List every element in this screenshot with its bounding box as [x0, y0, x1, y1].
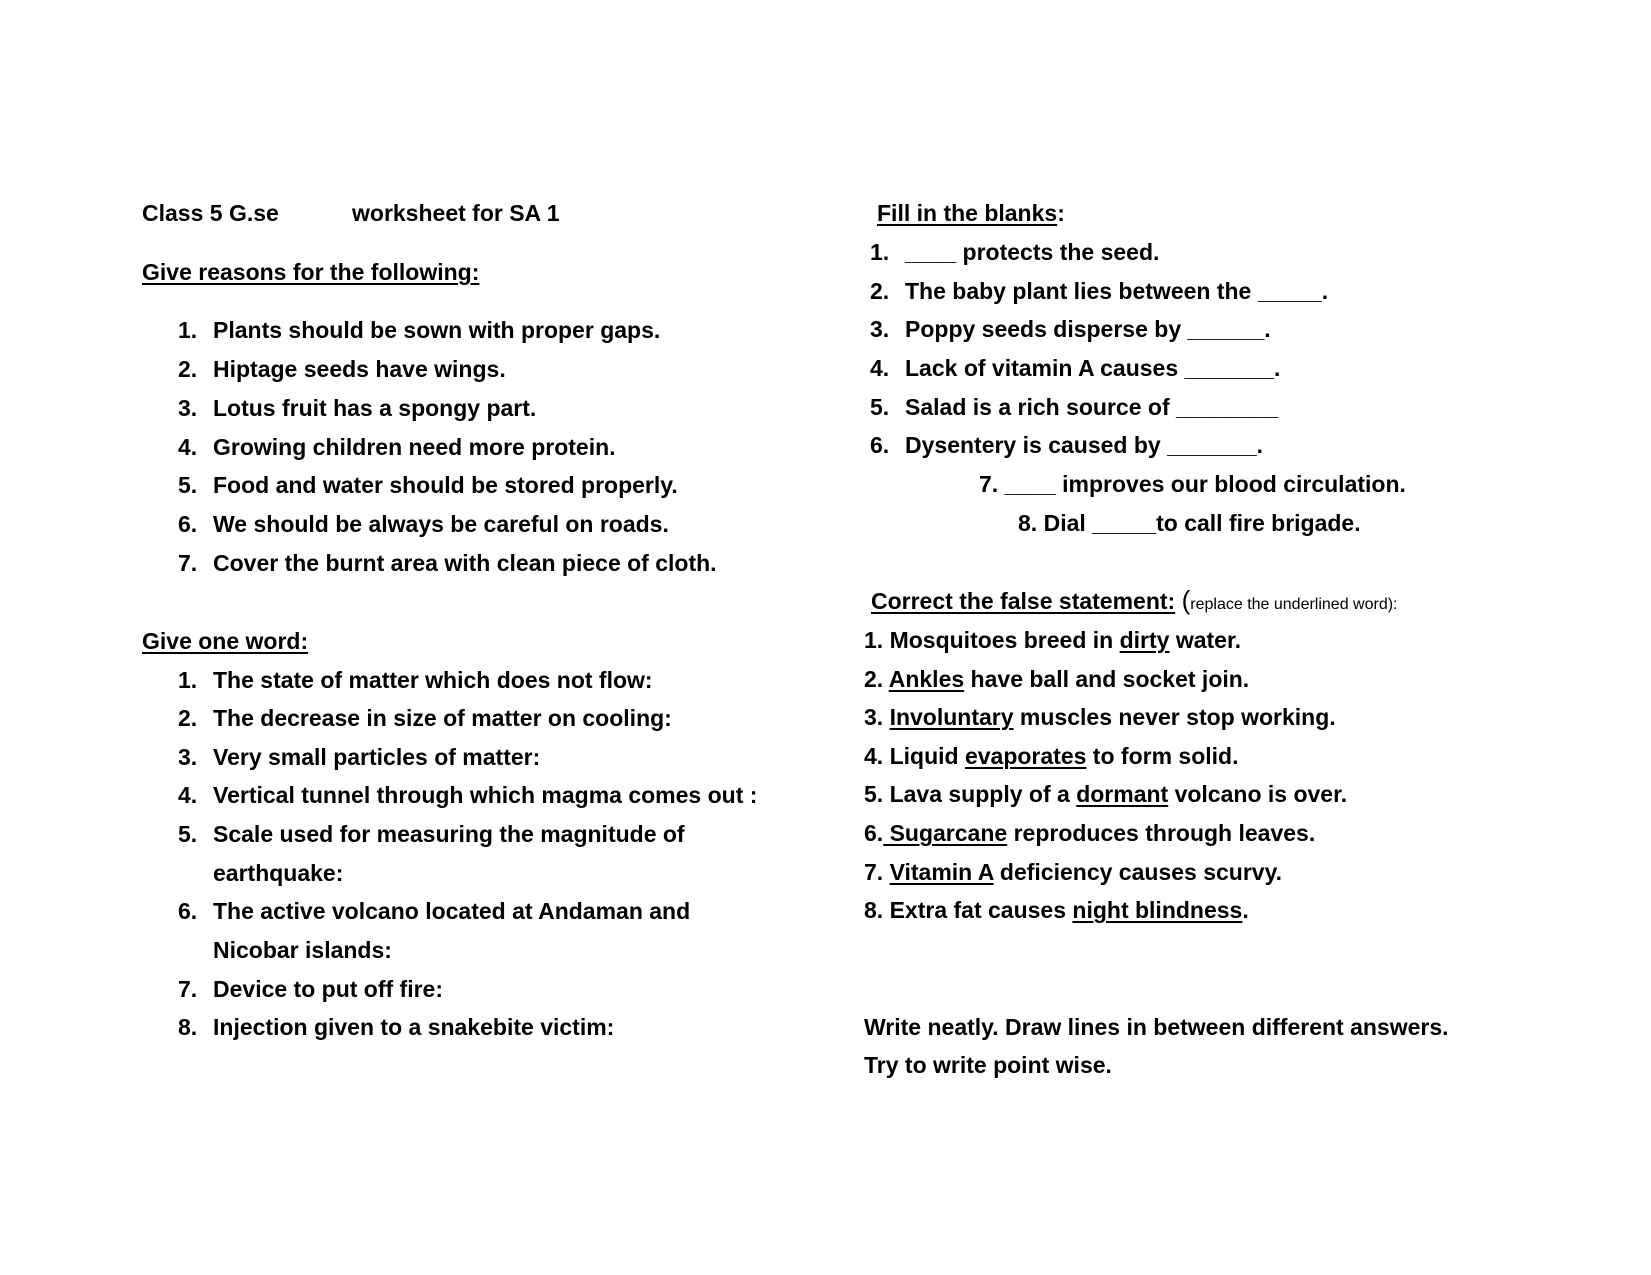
list-item: 1. ____ protects the seed.: [870, 239, 1160, 265]
list-item: 2. Hiptage seeds have wings.: [178, 356, 506, 382]
list-item: 6. The active volcano located at Andaman and: [178, 898, 691, 924]
list-item: 7. Vitamin A deficiency causes scurvy.: [864, 859, 1283, 885]
list-item: 4. Vertical tunnel through which magma comes out :: [178, 782, 758, 808]
list-item: 2. The decrease in size of matter on cooling:: [178, 705, 672, 731]
fill-blanks-heading: Fill in the blanks:: [877, 200, 1065, 226]
list-item: 8. Dial _____to call fire brigade.: [1018, 510, 1361, 536]
list-item: 8. Extra fat causes night blindness.: [864, 897, 1249, 923]
list-item: 8. Injection given to a snakebite victim:: [178, 1014, 615, 1040]
list-item: 4. Growing children need more protein.: [178, 434, 616, 460]
list-item: 5. Food and water should be stored properly.: [178, 472, 678, 498]
list-item: 5. Salad is a rich source of ________: [870, 394, 1279, 420]
list-item: 5. Lava supply of a dormant volcano is over.: [864, 781, 1348, 807]
false-statement-heading: Correct the false statement: (replace the underlined word):: [871, 585, 1398, 615]
list-item: 3. Involuntary muscles never stop working.: [864, 704, 1336, 730]
list-item: 4. Lack of vitamin A causes _______.: [870, 355, 1281, 381]
list-item: 7. Cover the burnt area with clean piece of cloth.: [178, 550, 717, 576]
class-label: Class 5 G.se: [142, 200, 279, 226]
list-item: 3. Poppy seeds disperse by ______.: [870, 316, 1271, 342]
reasons-heading: Give reasons for the following:: [142, 259, 480, 285]
list-item: 7. Device to put off fire:: [178, 976, 444, 1002]
list-item: 6. We should be always be careful on roads.: [178, 511, 669, 537]
list-item: 2. The baby plant lies between the _____.: [870, 278, 1329, 304]
list-item: 1. The state of matter which does not flow:: [178, 667, 653, 693]
list-item: 1. Plants should be sown with proper gaps.: [178, 317, 661, 343]
list-item: 3. Very small particles of matter:: [178, 744, 541, 770]
one-word-heading: Give one word:: [142, 628, 309, 654]
instruction-line: Try to write point wise.: [864, 1052, 1112, 1078]
list-item: 6. Sugarcane reproduces through leaves.: [864, 820, 1316, 846]
list-item: 1. Mosquitoes breed in dirty water.: [864, 627, 1242, 653]
instruction-line: Write neatly. Draw lines in between different answers.: [864, 1014, 1449, 1040]
list-item: 5. Scale used for measuring the magnitude of: [178, 821, 685, 847]
list-item-continuation: Nicobar islands:: [213, 937, 392, 963]
list-item: 7. ____ improves our blood circulation.: [979, 471, 1406, 497]
list-item: 6. Dysentery is caused by _______.: [870, 432, 1264, 458]
list-item: 2. Ankles have ball and socket join.: [864, 666, 1250, 692]
list-item: 4. Liquid evaporates to form solid.: [864, 743, 1239, 769]
list-item: 3. Lotus fruit has a spongy part.: [178, 395, 537, 421]
list-item-continuation: earthquake:: [213, 860, 344, 886]
worksheet-title: worksheet for SA 1: [352, 200, 560, 226]
